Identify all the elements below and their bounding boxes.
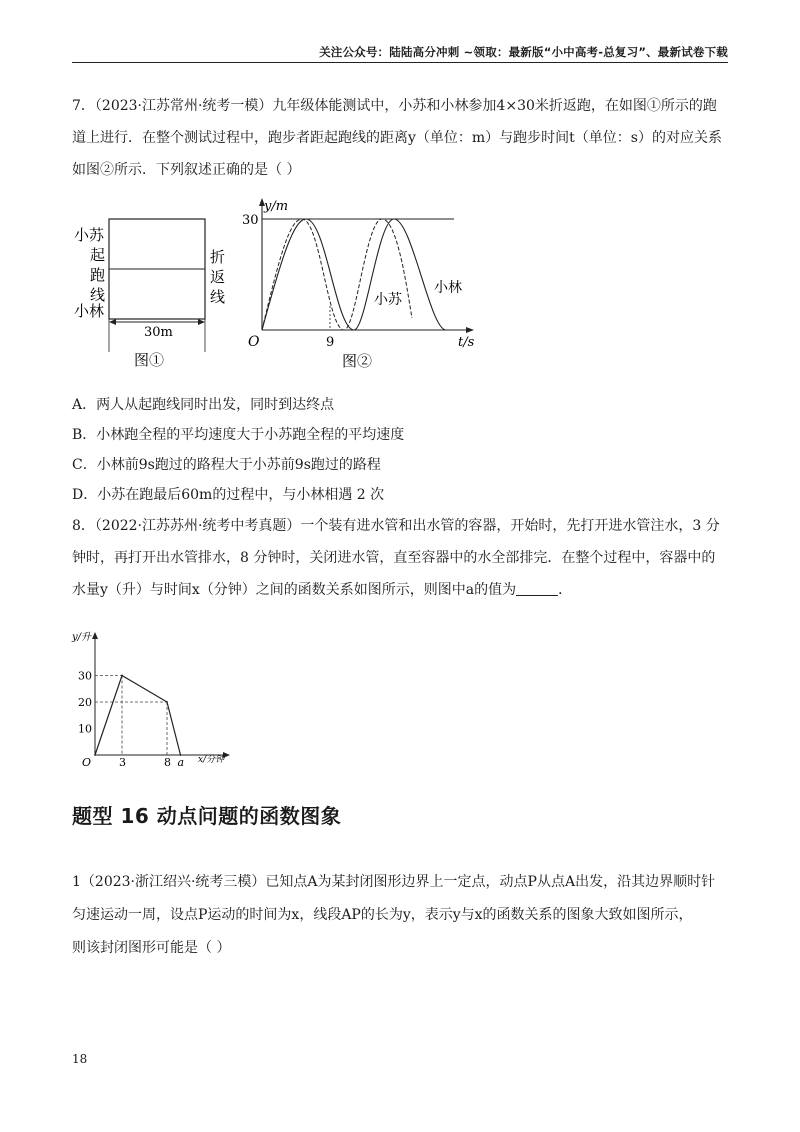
fig1-start-char-2: 跑 <box>90 266 106 284</box>
fig1-left-bottom: 小林 <box>74 302 105 320</box>
page-number: 18 <box>72 1052 88 1066</box>
fig2-x-tick: 9 <box>326 335 335 350</box>
q8-y-label: y/升 <box>72 632 92 643</box>
fig1-start-char-3: 线 <box>90 286 106 304</box>
q7-line-2: 道上进行．在整个测试过程中，跑步者距起跑线的距离y（单位：m）与跑步时间t（单位：s）的对应关系 <box>72 130 722 146</box>
answer-blank[interactable] <box>516 581 558 596</box>
q7-option-d: D．小苏在跑最后60m的过程中，与小林相遇 2 次 <box>72 487 385 503</box>
fig1-dimension: 30m <box>144 325 173 340</box>
q8-line-3 <box>72 580 572 600</box>
q8-y-tick-10: 10 <box>78 722 92 736</box>
q7-line-3: 如图②所示．下列叙述正确的是（ ） <box>72 162 301 178</box>
fig2-label-su: 小苏 <box>374 292 402 308</box>
q8-graph <box>68 628 238 768</box>
q8-line-3-end: ． <box>558 582 573 598</box>
q8-x-tick-a: a <box>177 756 185 769</box>
q1-line-2: 匀速运动一周，设点P运动的时间为x，线段AP的长为y，表示y与x的函数关系的图象大致如图所示， <box>72 907 693 923</box>
fig1-caption: 图① <box>134 351 165 369</box>
section-heading: 题型 16 动点问题的函数图象 <box>72 804 342 828</box>
q7-option-b: B．小林跑全程的平均速度大于小苏跑全程的平均速度 <box>72 427 405 443</box>
fig2-label-lin: 小林 <box>434 280 462 296</box>
page-header: 关注公众号：陆陆高分冲刺 ~领取：最新版“小中高考-总复习”、最新试卷下载 <box>319 45 728 59</box>
q8-x-tick-3: 3 <box>119 756 126 769</box>
q8-x-label: x/分钟 <box>198 755 225 765</box>
fig2-y-label: y/m <box>264 199 289 214</box>
q7-line-1: 7．（2023·江苏常州·统考一模）九年级体能测试中，小苏和小林参加4×30米折返跑，在如图①所示的跑 <box>72 98 717 114</box>
fig1-right-char-1: 折 <box>210 248 226 266</box>
curve-xiaosu <box>262 219 412 330</box>
q8-origin: O <box>82 756 92 769</box>
q8-series-line <box>95 676 181 756</box>
fig2-caption: 图② <box>342 352 373 370</box>
fig2-origin: O <box>248 334 260 350</box>
q8-point-0 <box>94 754 96 756</box>
figure-1-track <box>72 200 232 375</box>
curve-xiaolin <box>262 219 446 330</box>
header-rule <box>72 62 728 63</box>
q1-line-3: 则该封闭图形可能是（ ） <box>72 940 231 956</box>
q8-point-1 <box>121 675 123 677</box>
q7-option-c: C．小林前9s跑过的路程大于小苏前9s跑过的路程 <box>72 457 381 473</box>
q8-line-2: 钟时，再打开出水管排水，8 分钟时，关闭进水管，直至容器中的水全部排完．在整个过程中，容器中的 <box>72 550 716 566</box>
q8-y-tick-20: 20 <box>78 696 92 709</box>
q1-line-1: 1（2023·浙江绍兴·统考三模）已知点A为某封闭图形边界上一定点，动点P从点A出发，沿其边界顺时针 <box>72 874 716 890</box>
q8-line-3-text: 水量y（升）与时间x（分钟）之间的函数关系如图所示，则图中a的值为 <box>72 582 517 598</box>
fig1-left-top: 小苏 <box>74 226 105 244</box>
fig1-right-char-3: 线 <box>210 288 226 306</box>
fig1-start-char-1: 起 <box>90 246 106 264</box>
q8-line-1: 8．（2022·江苏苏州·统考中考真题）一个装有进水管和出水管的容器，开始时，先打开进水管注水，3 分 <box>72 518 720 534</box>
q8-x-tick-8: 8 <box>164 756 171 769</box>
fig2-y-tick: 30 <box>242 213 259 228</box>
q8-y-tick-30: 30 <box>78 669 92 683</box>
q7-option-a: A．两人从起跑线同时出发，同时到达终点 <box>72 397 335 413</box>
q8-point-2 <box>166 701 168 703</box>
figure-2-graph <box>244 196 484 376</box>
fig1-right-char-2: 返 <box>210 268 226 286</box>
fig2-x-label: t/s <box>458 335 475 350</box>
q8-y-arrow <box>92 632 98 639</box>
